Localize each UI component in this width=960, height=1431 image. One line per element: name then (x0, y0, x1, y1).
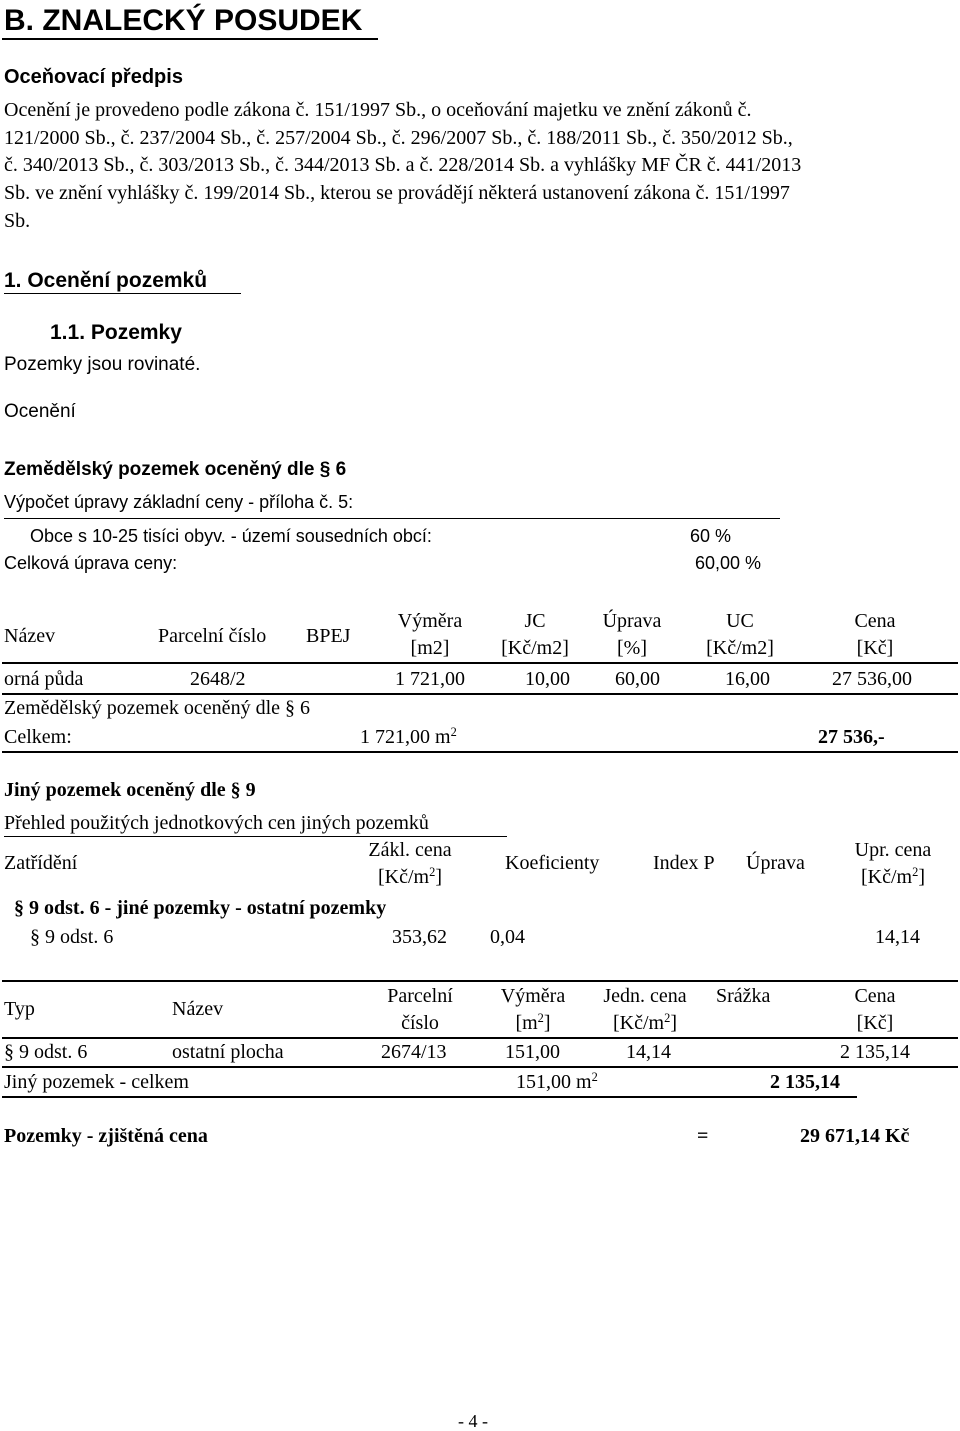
other-total-area: 151,00 $m^2$ (516, 1070, 598, 1093)
unit-row-class: § 9 odst. 6 (30, 926, 114, 948)
land-heading: 1. Ocenění pozemků (4, 269, 208, 292)
summary-value: 29 671,14 Kč (800, 1125, 910, 1147)
col-adjusted-unit: $[Kč/m^2]$ (861, 865, 925, 888)
calc-title: Výpočet úpravy základní ceny - příloha č. 5: (4, 492, 354, 512)
other-row-unit: 14,14 (626, 1041, 671, 1063)
col-area-header: Výměra (397, 610, 463, 632)
appraisal-rule-line: č. 340/2013 Sb., č. 303/2013 Sb., č. 344/2013 Sb. a č. 228/2014 Sb. a vyhlášky MF ČR č. 441/2013 (4, 154, 802, 176)
col-landname-header: Název (172, 998, 224, 1020)
other-total-price: 2 135,14 (770, 1071, 840, 1093)
other-row-name: ostatní plocha (172, 1041, 284, 1063)
other-row-area: 151,00 (505, 1041, 560, 1063)
unit-row-base: 353,62 (392, 926, 447, 948)
appraisal-rule-line: Sb. ve znění vyhlášky č. 199/2014 Sb., kterou se provádějí některá ustanovení zákona č. 151/1997 (4, 182, 790, 204)
unit-row-adjusted: 14,14 (875, 926, 920, 948)
appraisal-rule-heading: Oceňovací předpis (4, 66, 183, 88)
col-adj-unit: [%] (617, 637, 647, 659)
col-index-header: Index P (653, 852, 715, 874)
agricultural-total-label: Celkem: (4, 726, 72, 748)
col-price-header: Cena (854, 610, 896, 632)
col-base-unit: $[Kč/m^2]$ (378, 865, 442, 888)
table-row-jc: 10,00 (525, 668, 570, 690)
other-total-divider (2, 1096, 857, 1098)
other-row-parcel: 2674/13 (381, 1041, 447, 1063)
table-row-area: 1 721,00 (395, 668, 465, 690)
valuation-label: Ocenění (4, 401, 76, 422)
group-label: § 9 odst. 6 - jiné pozemky - ostatní pozemky (14, 897, 387, 919)
col-bpej-header: BPEJ (306, 625, 351, 647)
col-adjusted-header: Upr. cena (854, 839, 932, 861)
overview-title: Přehled použitých jednotkových cen jiných pozemků (4, 812, 429, 834)
land-heading-underline (4, 293, 241, 294)
title-underline (2, 38, 378, 40)
total-adjust-label: Celková úprava ceny: (4, 553, 178, 573)
col-jc-unit: [Kč/m2] (501, 637, 569, 659)
summary-equals: = (697, 1125, 709, 1147)
other-heading: Jiný pozemek oceněný dle § 9 (4, 779, 256, 801)
col-parcel-header: Parcelní číslo (158, 625, 267, 647)
col-landarea-unit: $[m^2]$ (515, 1011, 551, 1034)
col-type-header: Typ (4, 998, 35, 1020)
appraisal-rule-line: Ocenění je provedeno podle zákona č. 151/1997 Sb., o oceňování majetku ve znění zákonů č. (4, 99, 752, 121)
col-class-header: Zatřídění (4, 852, 78, 874)
col-landunit-header: Jedn. cena (603, 985, 687, 1007)
total-adjust-value: 60,00 % (695, 553, 762, 573)
col-landprice-header: Cena (854, 985, 896, 1007)
overview-divider (4, 836, 507, 837)
col-discount-header: Srážka (716, 985, 771, 1007)
other-total-label: Jiný pozemek - celkem (4, 1071, 189, 1093)
col-adj-header: Úprava (602, 610, 662, 632)
col-uc-header: UC (726, 610, 754, 632)
table-row-divider (2, 693, 958, 695)
other-row-price: 2 135,14 (840, 1041, 910, 1063)
page-number: - 4 - (458, 1411, 488, 1431)
agricultural-total-divider (2, 751, 958, 753)
table-row-parcel: 2648/2 (190, 668, 246, 690)
section-title: B. ZNALECKÝ POSUDEK (4, 4, 363, 37)
col-jc-header: JC (524, 610, 546, 632)
col-base-header: Zákl. cena (368, 839, 452, 861)
appraisal-rule-line: Sb. (4, 210, 31, 232)
adjust-label: Obce s 10-25 tisíci obyv. - území sousedních obcí: (30, 526, 432, 546)
agricultural-subtotal-label: Zemědělský pozemek oceněný dle § 6 (4, 697, 310, 719)
col-landunit-unit: $[Kč/m^2]$ (613, 1011, 677, 1034)
land-description: Pozemky jsou rovinaté. (4, 354, 201, 375)
summary-label: Pozemky - zjištěná cena (4, 1125, 208, 1147)
agricultural-total-price: 27 536,- (818, 726, 885, 748)
col-landprice-unit: [Kč] (856, 1012, 894, 1034)
agricultural-total-area: 1 721,00 $m^2$ (360, 725, 457, 748)
table-row-price: 27 536,00 (832, 668, 912, 690)
agricultural-heading: Zemědělský pozemek oceněný dle § 6 (4, 459, 347, 480)
unit-row-coef: 0,04 (490, 926, 525, 948)
table-row-name: orná půda (4, 668, 84, 690)
other-row-divider (2, 1066, 958, 1068)
col-area-unit: [m2] (410, 637, 450, 659)
land-subheading: 1.1. Pozemky (50, 321, 182, 344)
other-table-top-line (2, 980, 958, 982)
other-row-type: § 9 odst. 6 (4, 1041, 88, 1063)
col-name-header: Název (4, 625, 56, 647)
col-price-unit: [Kč] (856, 637, 894, 659)
col-landarea-header: Výměra (500, 985, 566, 1007)
adjust-value: 60 % (690, 526, 732, 546)
appraisal-rule-line: 121/2000 Sb., č. 237/2004 Sb., č. 257/2004 Sb., č. 296/2007 Sb., č. 188/2011 Sb., č. 350/2012 Sb., (4, 127, 793, 149)
col-landparcel-header-2: číslo (401, 1012, 439, 1034)
table-row-adj: 60,00 (615, 668, 660, 690)
table-row-uc: 16,00 (725, 668, 770, 690)
col-uc-unit: [Kč/m2] (706, 637, 774, 659)
col-adjustment-header: Úprava (746, 852, 805, 874)
table-header-divider (2, 662, 958, 664)
other-table-header-divider (2, 1037, 958, 1039)
calc-divider (4, 518, 780, 519)
col-coef-header: Koeficienty (505, 852, 600, 874)
col-landparcel-header: Parcelní (387, 985, 453, 1007)
